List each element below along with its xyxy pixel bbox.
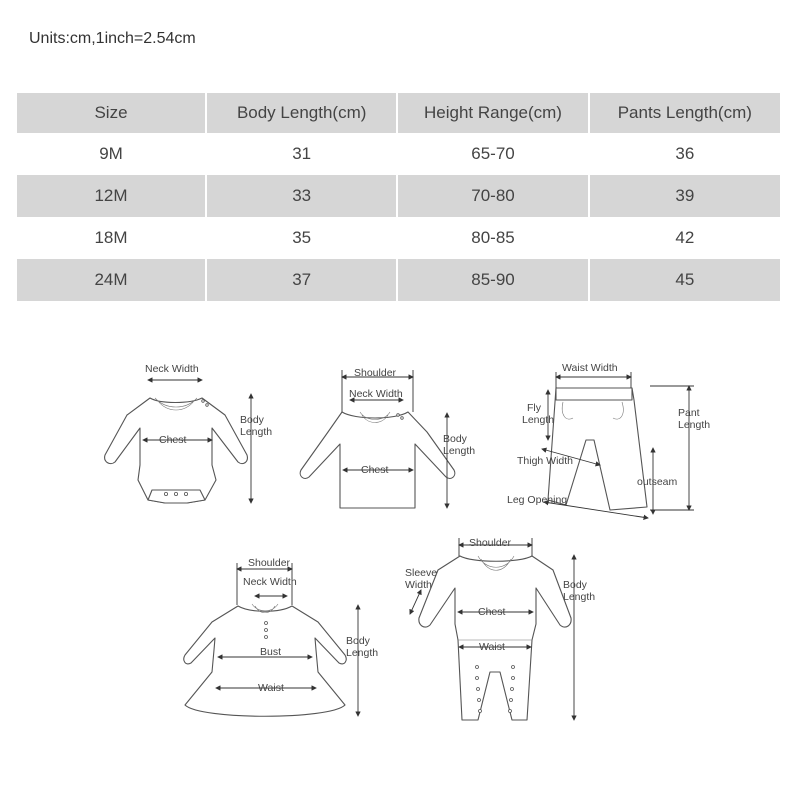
label-body-length: Length [443, 445, 476, 457]
label-fly-length: Length [522, 414, 555, 426]
label-body-length: Body [443, 433, 467, 445]
label-shoulder: Shoulder [354, 367, 397, 379]
cell-pants-length: 45 [590, 259, 780, 301]
label-outseam: outseam [637, 476, 678, 488]
romper-outline [419, 556, 571, 720]
table-header-row [17, 93, 780, 133]
cell-pants-length: 39 [590, 175, 780, 217]
table-row [17, 175, 780, 217]
label-chest: Chest [361, 464, 389, 476]
label-pant-length: Pant [678, 407, 700, 419]
bodysuit-outline [105, 398, 248, 503]
cell-size: 12M [17, 175, 207, 217]
label-body-length: Length [563, 591, 596, 603]
label-waist: Waist [479, 641, 505, 653]
pants-diagram [507, 362, 710, 518]
label-bust: Bust [260, 646, 282, 658]
measurement-diagrams [0, 340, 800, 740]
cell-height-range: 65-70 [398, 133, 589, 175]
bodysuit-diagram [105, 363, 273, 503]
label-fly-length: Fly [527, 402, 541, 414]
label-waist: Waist [258, 682, 284, 694]
label-waist-width: Waist Width [562, 362, 618, 374]
label-pant-length: Length [678, 419, 711, 431]
header-pants-length: Pants Length(cm) [590, 93, 780, 133]
label-neck-width: Neck Width [243, 576, 297, 588]
table-row [17, 259, 780, 301]
cell-body-length: 35 [207, 217, 398, 259]
label-sleeve-width: Sleeve [405, 567, 438, 579]
table-row [17, 133, 780, 175]
label-neck-width: Neck Width [349, 388, 403, 400]
label-body-length: Body [563, 579, 587, 591]
pants-outline [548, 388, 647, 510]
label-thigh-width: Thigh Width [517, 455, 574, 467]
cell-pants-length: 42 [590, 217, 780, 259]
label-shoulder: Shoulder [469, 537, 512, 549]
units-note: Units:cm,1inch=2.54cm [29, 30, 196, 47]
table-row [17, 217, 780, 259]
header-size: Size [17, 93, 207, 133]
label-shoulder: Shoulder [248, 557, 291, 569]
header-height-range: Height Range(cm) [398, 93, 589, 133]
top-diagram [300, 367, 475, 508]
dress-diagram [184, 557, 378, 716]
label-body-length: Length [240, 426, 273, 438]
top-outline [300, 412, 455, 508]
label-sleeve-width: Width [405, 579, 432, 591]
cell-body-length: 37 [207, 259, 398, 301]
cell-size: 9M [17, 133, 207, 175]
label-chest: Chest [478, 606, 506, 618]
cell-height-range: 80-85 [398, 217, 589, 259]
label-neck-width: Neck Width [145, 363, 199, 375]
label-leg-opening: Leg Opening [507, 494, 568, 506]
cell-pants-length: 36 [590, 133, 780, 175]
label-chest: Chest [159, 434, 187, 446]
cell-body-length: 33 [207, 175, 398, 217]
label-body-length: Length [346, 647, 379, 659]
cell-body-length: 31 [207, 133, 398, 175]
romper-diagram [405, 537, 595, 720]
label-body-length: Body [240, 414, 264, 426]
size-chart-table [17, 93, 780, 301]
cell-size: 24M [17, 259, 207, 301]
label-body-length: Body [346, 635, 370, 647]
header-body-length: Body Length(cm) [207, 93, 398, 133]
cell-height-range: 70-80 [398, 175, 589, 217]
cell-height-range: 85-90 [398, 259, 589, 301]
cell-size: 18M [17, 217, 207, 259]
